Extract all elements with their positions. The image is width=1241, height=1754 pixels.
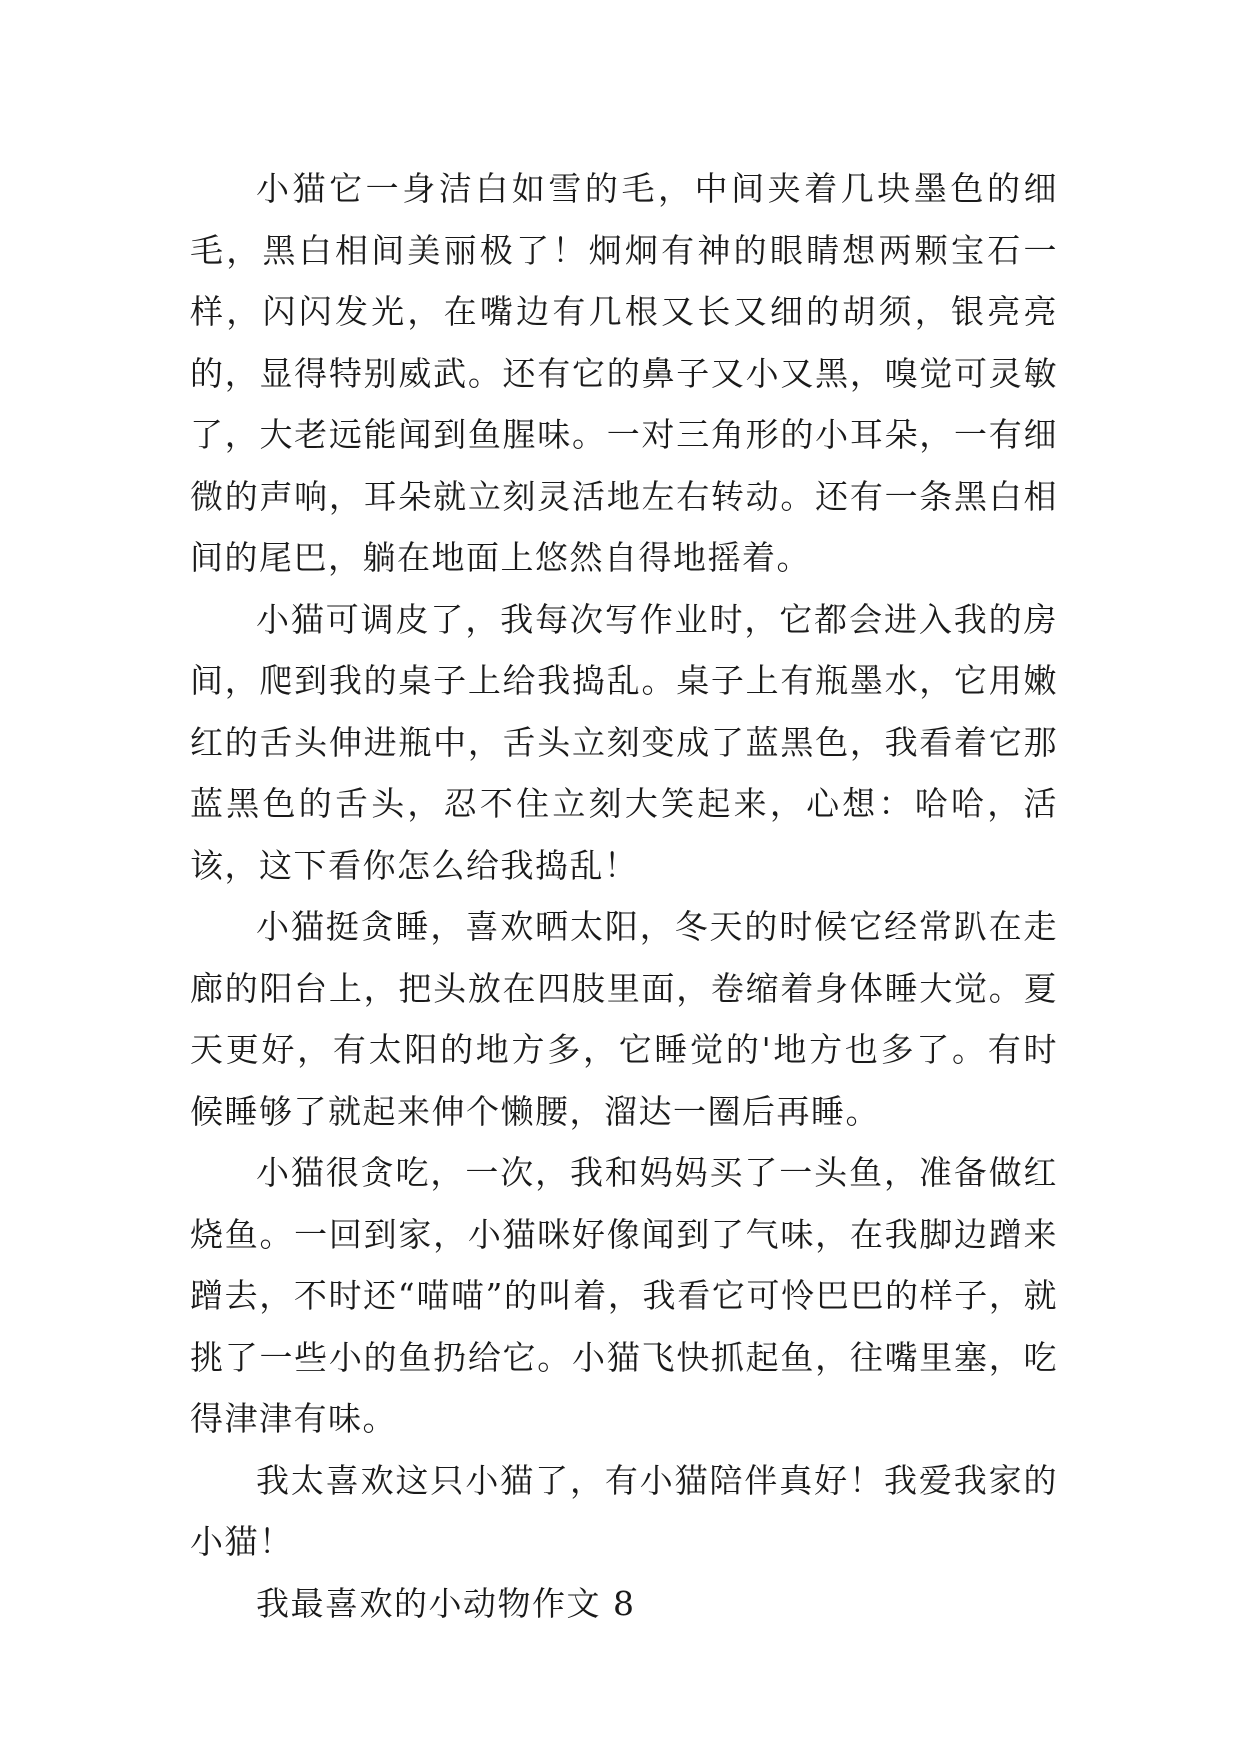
- paragraph-cat-appearance: 小猫它一身洁白如雪的毛，中间夹着几块墨色的细毛，黑白相间美丽极了！炯炯有神的眼睛想两颗宝石一样，闪闪发光，在嘴边有几根又长又细的胡须，银亮亮的，显得特别威武。还有它的鼻子又小又黑，嗅觉可灵敏了，大老远能闻到鱼腥味。一对三角形的小耳朵，一有细微的声响，耳朵就立刻灵活地左右转动。还有一条黑白相间的尾巴，躺在地面上悠然自得地摇着。: [190, 169, 1058, 577]
- paragraph-cat-love: 我太喜欢这只小猫了，有小猫陪伴真好！我爱我家的小猫！: [190, 1460, 1058, 1561]
- paragraph-cat-naughty: 小猫可调皮了，我每次写作业时，它都会进入我的房间，爬到我的桌子上给我捣乱。桌子上有瓶墨水，它用嫩红的舌头伸进瓶中，舌头立刻变成了蓝黑色，我看着它那蓝黑色的舌头，忍不住立刻大笑起来，心想：哈哈，活该，这下看你怎么给我捣乱！: [190, 599, 1058, 885]
- document-body: [190, 158, 1058, 1634]
- paragraph-cat-greedy: 小猫很贪吃，一次，我和妈妈买了一头鱼，准备做红烧鱼。一回到家，小猫咪好像闻到了气味，在我脚边蹭来蹭去，不时还“喵喵”的叫着，我看它可怜巴巴的样子，就挑了一些小的鱼扔给它。小猫飞快抓起鱼，往嘴里塞，吃得津津有味。: [190, 1153, 1058, 1438]
- paragraph-cat-sleepy: 小猫挺贪睡，喜欢晒太阳，冬天的时候它经常趴在走廊的阳台上，把头放在四肢里面，卷缩着身体睡大觉。夏天更好，有太阳的地方多，它睡觉的'地方也多了。有时候睡够了就起来伸个懒腰，溜达一圈后再睡。: [190, 907, 1058, 1131]
- section-heading: 我最喜欢的小动物作文 8: [256, 1583, 636, 1623]
